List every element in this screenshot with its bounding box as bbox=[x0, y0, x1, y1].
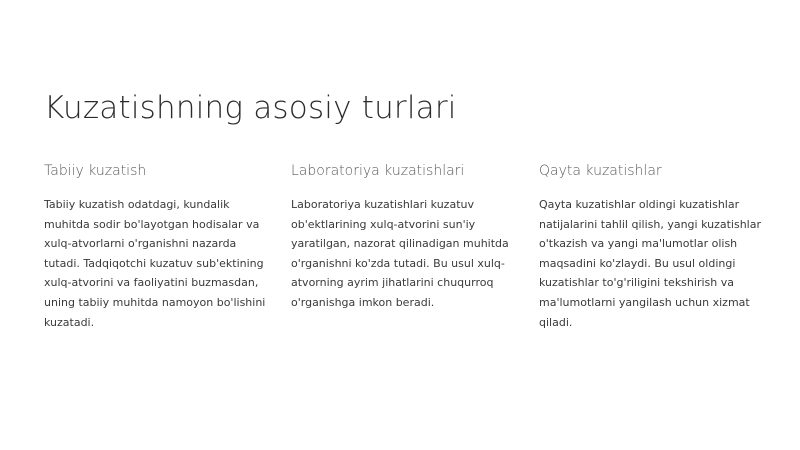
column-text: Tabiiy kuzatish odatdagi, kundalik muhitda sodir bo'layotgan hodisalar va xulq-atvorlarni o'rganishni nazarda tutadi. Tadqiqotchi kuzatuv sub'ektining xulq-atvorini va faoliyatini buzmasdan, uning tabiiy muhitda namoyon bo'lishini kuzatadi. bbox=[44, 198, 266, 329]
column-laboratory-observation bbox=[291, 160, 517, 324]
column-heading: Laboratoriya kuzatishlari bbox=[291, 163, 465, 179]
column-repeat-observation bbox=[539, 160, 765, 343]
column-heading: Qayta kuzatishlar bbox=[539, 163, 662, 179]
slide-title: Kuzatishning asosiy turlari bbox=[44, 90, 457, 126]
column-text: Qayta kuzatishlar oldingi kuzatishlar natijalarini tahlil qilish, yangi kuzatishlar o'tkazish va yangi ma'lumotlar olish maqsadini ko'zlaydi. Bu usul oldingi kuzatishlar to'g'riligini tekshirish va ma'lumotlarni yangilash uchun xizmat qiladi. bbox=[539, 198, 761, 329]
column-heading: Tabiiy kuzatish bbox=[44, 163, 147, 179]
column-text: Laboratoriya kuzatishlari kuzatuv ob'ektlarining xulq-atvorini sun'iy yaratilgan, nazorat qilinadigan muhitda o'rganishni ko'zda tutadi. Bu usul xulq-atvorning ayrim jihatlarini chuqurroq o'rganishga imkon beradi. bbox=[291, 198, 509, 309]
column-natural-observation bbox=[44, 160, 270, 343]
